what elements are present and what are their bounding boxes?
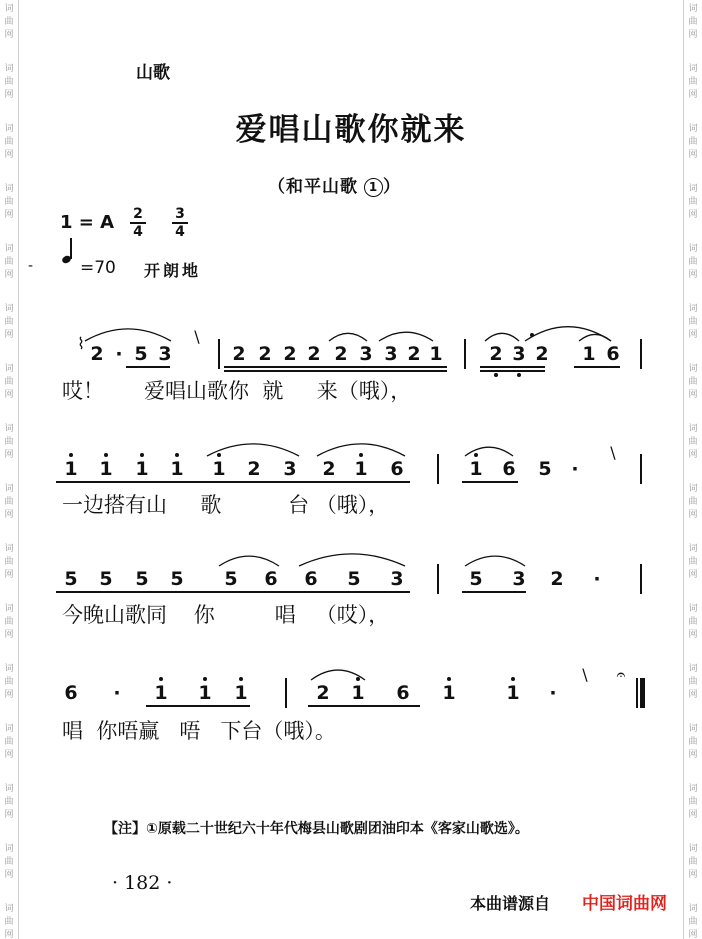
beam-underline bbox=[480, 370, 545, 372]
watermark-char: 词 bbox=[688, 184, 698, 194]
bar-line bbox=[640, 339, 642, 369]
watermark-char: 词 bbox=[688, 484, 698, 494]
watermark-char: 曲 bbox=[688, 17, 698, 27]
octave-dot-high bbox=[239, 677, 243, 681]
note: 5 bbox=[134, 343, 148, 365]
breath-mark: \ bbox=[582, 665, 588, 684]
song-subtitle bbox=[268, 172, 401, 197]
breath-mark: \ bbox=[610, 443, 616, 462]
watermark-char: 曲 bbox=[4, 857, 14, 867]
slur-mark bbox=[578, 315, 612, 345]
watermark-char: 网 bbox=[688, 870, 698, 880]
note: 1 bbox=[135, 458, 149, 480]
watermark-char: 曲 bbox=[4, 677, 14, 687]
quarter-note-icon bbox=[70, 238, 72, 259]
octave-dot-high bbox=[203, 677, 207, 681]
note: 5 bbox=[64, 568, 78, 590]
note: 2 bbox=[407, 343, 421, 365]
watermark-char: 网 bbox=[4, 750, 14, 760]
watermark-char: 词 bbox=[688, 604, 698, 614]
watermark-char: 网 bbox=[688, 390, 698, 400]
watermark-char: 词 bbox=[4, 724, 14, 734]
breath-mark: \ bbox=[194, 327, 200, 346]
octave-dot-high bbox=[69, 453, 73, 457]
watermark-char: 词 bbox=[4, 424, 14, 434]
watermark-char: 词 bbox=[688, 424, 698, 434]
watermark-char: 词 bbox=[4, 304, 14, 314]
beam-underline bbox=[126, 366, 170, 368]
watermark-char: 词 bbox=[4, 4, 14, 14]
watermark-char: 词 bbox=[688, 124, 698, 134]
watermark-char: 网 bbox=[4, 210, 14, 220]
watermark-char: 曲 bbox=[4, 737, 14, 747]
note: 3 bbox=[359, 343, 373, 365]
breath-mark: ⌇ bbox=[77, 334, 85, 353]
watermark-char: 词 bbox=[688, 844, 698, 854]
watermark-char: 网 bbox=[4, 870, 14, 880]
key-signature: 1 = A bbox=[60, 212, 115, 233]
watermark-char: 曲 bbox=[4, 617, 14, 627]
note: · bbox=[113, 682, 121, 704]
subtitle-close: ） bbox=[383, 177, 401, 197]
watermark-char: 词 bbox=[4, 844, 14, 854]
watermark-char: 词 bbox=[688, 544, 698, 554]
stray-mark: - bbox=[28, 258, 34, 274]
note: 1 bbox=[469, 458, 483, 480]
note: 1 bbox=[442, 682, 456, 704]
source-label: 本曲谱源自 bbox=[470, 894, 551, 913]
watermark-char: 曲 bbox=[688, 797, 698, 807]
bar-line bbox=[640, 564, 642, 594]
watermark-char: 曲 bbox=[4, 137, 14, 147]
time-signature-1 bbox=[130, 207, 146, 239]
lyric-line: 唱 你唔赢 唔 下台（哦）。 bbox=[62, 719, 336, 743]
watermark-char: 曲 bbox=[4, 917, 14, 927]
watermark-char: 曲 bbox=[688, 737, 698, 747]
watermark-char: 曲 bbox=[4, 797, 14, 807]
bar-line bbox=[285, 678, 287, 708]
watermark-char: 曲 bbox=[4, 257, 14, 267]
bar-line bbox=[437, 454, 439, 484]
watermark-char: 词 bbox=[688, 4, 698, 14]
genre-label: 山歌 bbox=[136, 63, 170, 83]
note: 3 bbox=[512, 343, 526, 365]
watermark-char: 词 bbox=[4, 544, 14, 554]
note: · bbox=[549, 682, 557, 704]
watermark-char: 网 bbox=[4, 30, 14, 40]
watermark-char: 网 bbox=[4, 330, 14, 340]
note: 1 bbox=[354, 458, 368, 480]
watermark-char: 曲 bbox=[688, 377, 698, 387]
watermark-char: 曲 bbox=[688, 257, 698, 267]
note: 1 bbox=[99, 458, 113, 480]
note: 2 bbox=[247, 458, 261, 480]
octave-dot-low bbox=[517, 373, 521, 377]
expression-marking: 开朗地 bbox=[144, 261, 202, 280]
tempo-marking: =70 bbox=[80, 258, 116, 278]
note: 5 bbox=[99, 568, 113, 590]
watermark-char: 词 bbox=[688, 904, 698, 914]
watermark-char: 网 bbox=[4, 90, 14, 100]
breath-mark: 𝄐 bbox=[616, 665, 626, 684]
octave-dot-high bbox=[140, 453, 144, 457]
watermark-char: 词 bbox=[4, 64, 14, 74]
watermark-char: 网 bbox=[4, 930, 14, 939]
note: 6 bbox=[264, 568, 278, 590]
watermark-char: 曲 bbox=[688, 557, 698, 567]
watermark-char: 词 bbox=[4, 784, 14, 794]
note: 1 bbox=[429, 343, 443, 365]
note: 2 bbox=[550, 568, 564, 590]
slur-mark bbox=[298, 540, 406, 570]
time-den: 4 bbox=[175, 224, 185, 240]
bar-line bbox=[640, 454, 642, 484]
note: 2 bbox=[258, 343, 272, 365]
watermark-char: 网 bbox=[688, 210, 698, 220]
source-site: 中国词曲网 bbox=[582, 894, 667, 914]
footnote-marker: 1 bbox=[364, 178, 383, 197]
watermark-char: 网 bbox=[4, 690, 14, 700]
watermark-char: 曲 bbox=[4, 317, 14, 327]
note: 1 bbox=[582, 343, 596, 365]
watermark-char: 词 bbox=[4, 484, 14, 494]
final-bar-line-thick bbox=[641, 678, 645, 708]
watermark-char: 网 bbox=[4, 450, 14, 460]
watermark-char: 词 bbox=[4, 244, 14, 254]
slur-mark bbox=[316, 430, 406, 460]
watermark-char: 网 bbox=[688, 930, 698, 939]
note: 3 bbox=[512, 568, 526, 590]
watermark-char: 曲 bbox=[688, 497, 698, 507]
note: 6 bbox=[64, 682, 78, 704]
lyric-line: 今晚山歌同 你 唱 （哎）， bbox=[62, 603, 390, 627]
note: 2 bbox=[322, 458, 336, 480]
watermark-char: 词 bbox=[688, 664, 698, 674]
subtitle-text: （和平山歌 bbox=[268, 177, 358, 197]
slur-mark bbox=[378, 315, 434, 345]
note: 2 bbox=[232, 343, 246, 365]
note: 2 bbox=[283, 343, 297, 365]
watermark-char: 曲 bbox=[688, 437, 698, 447]
watermark-char: 网 bbox=[4, 630, 14, 640]
watermark-char: 曲 bbox=[4, 377, 14, 387]
note: 1 bbox=[234, 682, 248, 704]
octave-dot-high bbox=[175, 453, 179, 457]
watermark-char: 词 bbox=[4, 664, 14, 674]
slur-mark bbox=[464, 430, 514, 460]
note: 6 bbox=[304, 568, 318, 590]
watermark-char: 网 bbox=[4, 570, 14, 580]
time-signature-2 bbox=[172, 207, 188, 239]
slur-mark bbox=[84, 315, 172, 345]
note: 2 bbox=[535, 343, 549, 365]
beam-underline bbox=[574, 366, 620, 368]
watermark-char: 网 bbox=[688, 750, 698, 760]
note: · bbox=[593, 568, 601, 590]
time-num: 3 bbox=[175, 206, 185, 222]
watermark-char: 曲 bbox=[4, 497, 14, 507]
note: 1 bbox=[64, 458, 78, 480]
note: 5 bbox=[469, 568, 483, 590]
note: 2 bbox=[307, 343, 321, 365]
fermata-dot bbox=[530, 333, 534, 337]
watermark-char: 网 bbox=[4, 390, 14, 400]
note: 6 bbox=[390, 458, 404, 480]
slur-mark bbox=[310, 654, 366, 684]
note: 3 bbox=[390, 568, 404, 590]
note: 5 bbox=[538, 458, 552, 480]
beam-underline bbox=[480, 366, 545, 368]
beam-underline bbox=[224, 366, 447, 368]
octave-dot-high bbox=[104, 453, 108, 457]
watermark-char: 词 bbox=[688, 784, 698, 794]
watermark-char: 曲 bbox=[4, 437, 14, 447]
watermark-char: 曲 bbox=[4, 17, 14, 27]
note: 1 bbox=[351, 682, 365, 704]
note: 1 bbox=[198, 682, 212, 704]
watermark-char: 词 bbox=[688, 64, 698, 74]
watermark-char: 曲 bbox=[688, 77, 698, 87]
note: 5 bbox=[224, 568, 238, 590]
bar-line bbox=[437, 564, 439, 594]
watermark-char: 曲 bbox=[4, 197, 14, 207]
note: 1 bbox=[154, 682, 168, 704]
watermark-char: 网 bbox=[688, 30, 698, 40]
page-number: · 182 · bbox=[112, 872, 173, 894]
watermark-char: 网 bbox=[688, 630, 698, 640]
note: 1 bbox=[506, 682, 520, 704]
watermark-char: 曲 bbox=[688, 917, 698, 927]
note: 6 bbox=[396, 682, 410, 704]
note: 5 bbox=[170, 568, 184, 590]
watermark-char: 词 bbox=[4, 364, 14, 374]
watermark-char: 网 bbox=[4, 810, 14, 820]
watermark-char: 网 bbox=[4, 150, 14, 160]
time-num: 2 bbox=[133, 206, 143, 222]
slur-mark bbox=[218, 540, 280, 570]
note: 3 bbox=[158, 343, 172, 365]
watermark-char: 词 bbox=[688, 364, 698, 374]
final-bar-line bbox=[636, 678, 638, 708]
watermark-char: 曲 bbox=[688, 197, 698, 207]
note: 2 bbox=[90, 343, 104, 365]
octave-dot-high bbox=[159, 677, 163, 681]
note: 6 bbox=[502, 458, 516, 480]
watermark-char: 曲 bbox=[688, 317, 698, 327]
note: · bbox=[571, 458, 579, 480]
watermark-char: 词 bbox=[4, 904, 14, 914]
watermark-char: 词 bbox=[4, 124, 14, 134]
note: 1 bbox=[212, 458, 226, 480]
watermark-char: 词 bbox=[4, 184, 14, 194]
watermark-char: 词 bbox=[688, 724, 698, 734]
footnote: 【注】①原载二十世纪六十年代梅县山歌剧团油印本《客家山歌选》。 bbox=[104, 821, 529, 837]
watermark-char: 网 bbox=[688, 690, 698, 700]
watermark-char: 曲 bbox=[688, 677, 698, 687]
watermark-char: 网 bbox=[4, 270, 14, 280]
slur-mark bbox=[484, 315, 520, 345]
note: 2 bbox=[316, 682, 330, 704]
watermark-char: 曲 bbox=[688, 857, 698, 867]
watermark-char: 曲 bbox=[4, 77, 14, 87]
song-title: 爱唱山歌你就来 bbox=[235, 112, 467, 148]
watermark-char: 网 bbox=[688, 150, 698, 160]
time-den: 4 bbox=[133, 224, 143, 240]
beam-underline bbox=[308, 705, 420, 707]
watermark-char: 网 bbox=[688, 510, 698, 520]
beam-underline bbox=[146, 705, 250, 707]
beam-underline bbox=[224, 370, 447, 372]
note: 2 bbox=[334, 343, 348, 365]
note: 5 bbox=[347, 568, 361, 590]
watermark-char: 词 bbox=[688, 304, 698, 314]
watermark-char: 网 bbox=[688, 270, 698, 280]
octave-dot-high bbox=[511, 677, 515, 681]
lyric-line: 哎！ 爱唱山歌你 就 来（哦）， bbox=[62, 379, 412, 403]
watermark-char: 曲 bbox=[4, 557, 14, 567]
watermark-char: 网 bbox=[688, 810, 698, 820]
beam-underline bbox=[462, 481, 518, 483]
bar-line bbox=[464, 339, 466, 369]
beam-underline bbox=[462, 591, 526, 593]
watermark-char: 词 bbox=[688, 244, 698, 254]
note: · bbox=[115, 343, 123, 365]
octave-dot-low bbox=[494, 373, 498, 377]
note: 2 bbox=[489, 343, 503, 365]
note: 3 bbox=[384, 343, 398, 365]
watermark-char: 曲 bbox=[688, 617, 698, 627]
slur-mark bbox=[328, 315, 368, 345]
beam-underline bbox=[56, 591, 410, 593]
beam-underline bbox=[56, 481, 410, 483]
note: 6 bbox=[606, 343, 620, 365]
lyric-line: 一边搭有山 歌 台 （哦）， bbox=[62, 493, 390, 517]
note: 5 bbox=[135, 568, 149, 590]
note: 1 bbox=[170, 458, 184, 480]
watermark-char: 网 bbox=[688, 90, 698, 100]
watermark-char: 词 bbox=[4, 604, 14, 614]
watermark-char: 曲 bbox=[688, 137, 698, 147]
watermark-char: 网 bbox=[688, 450, 698, 460]
note: 3 bbox=[283, 458, 297, 480]
watermark-char: 网 bbox=[688, 570, 698, 580]
bar-line bbox=[218, 339, 220, 369]
octave-dot-high bbox=[447, 677, 451, 681]
watermark-char: 网 bbox=[4, 510, 14, 520]
watermark-char: 网 bbox=[688, 330, 698, 340]
slur-mark bbox=[464, 540, 526, 570]
slur-mark bbox=[206, 430, 300, 460]
